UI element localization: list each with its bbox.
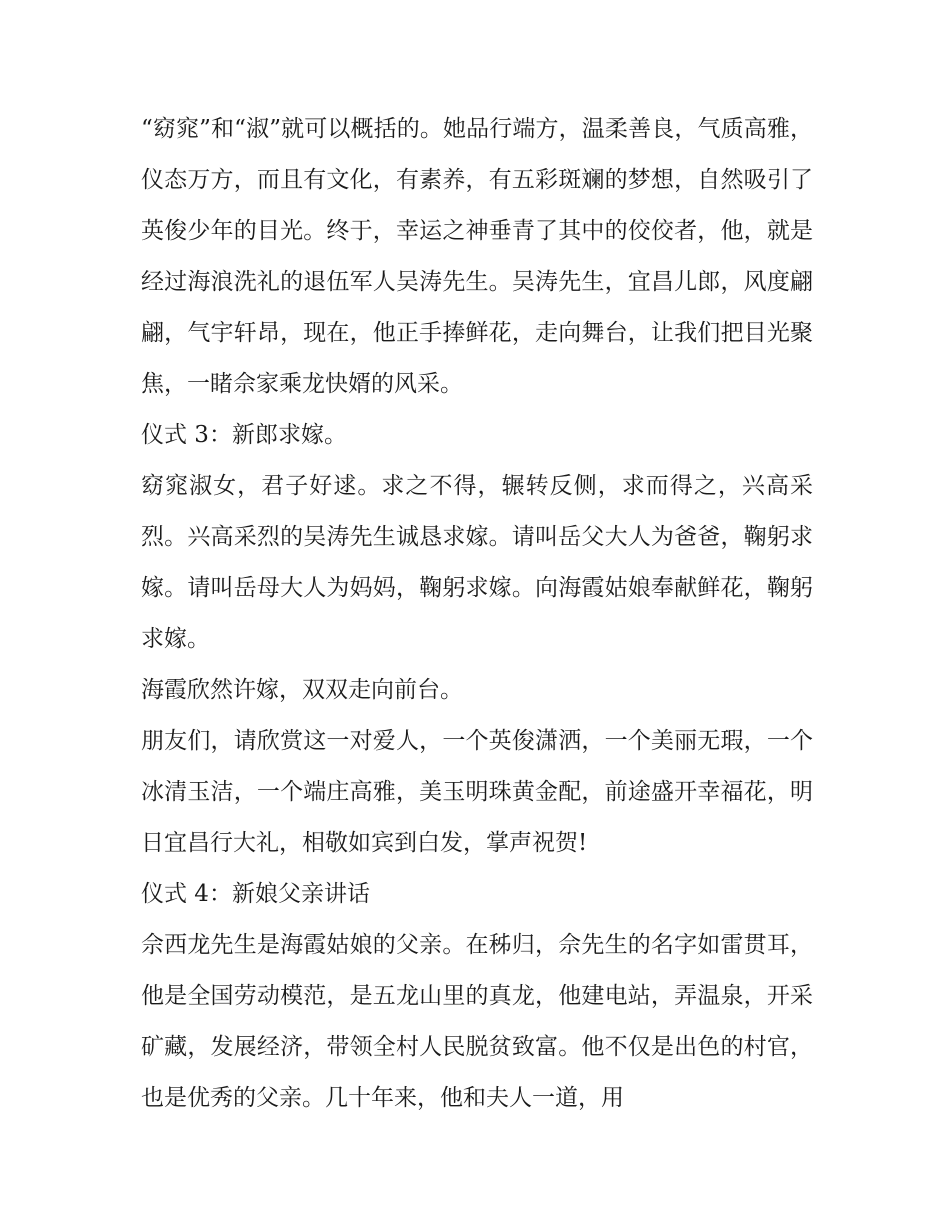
paragraph-father-introduction: 佘西龙先生是海霞姑娘的父亲。在秭归，佘先生的名字如雷贯耳，他是全国劳动模范，是五龙山里的真龙，他建电站，弄温泉，开采矿藏，发展经济，带领全村人民脱贫致富。他不仅是出色的村官，也是优秀的父亲。几十年来，他和夫人一道，用 (141, 932, 813, 1111)
document-body (141, 104, 813, 1124)
heading-ceremony-4: 仪式 4：新娘父亲讲话 (141, 881, 370, 907)
heading-ceremony-3: 仪式 3：新郎求嫁。 (141, 422, 347, 448)
paragraph-bride-description: “窈窕”和“淑”就可以概括的。她品行端方，温柔善良，气质高雅，仪态万方，而且有文化，有素养，有五彩斑斓的梦想，自然吸引了英俊少年的目光。终于，幸运之神垂青了其中的佼佼者，他，就是经过海浪洗礼的退伍军人吴涛先生。吴涛先生，宜昌儿郎，风度翩翩，气宇轩昂，现在，他正手捧鲜花，走向舞台，让我们把目光聚焦，一睹佘家乘龙快婿的风采。 (141, 116, 813, 397)
paragraph-blessing: 朋友们，请欣赏这一对爱人，一个英俊潇洒，一个美丽无瑕，一个冰清玉洁，一个端庄高雅，美玉明珠黄金配，前途盛开幸福花，明日宜昌行大礼，相敬如宾到白发，掌声祝贺! (141, 728, 813, 856)
paragraph-acceptance: 海霞欣然许嫁，双双走向前台。 (141, 677, 463, 703)
paragraph-proposal: 窈窕淑女，君子好逑。求之不得，辗转反侧，求而得之，兴高采烈。兴高采烈的吴涛先生诚恳求嫁。请叫岳父大人为爸爸，鞠躬求嫁。请叫岳母大人为妈妈，鞠躬求嫁。向海霞姑娘奉献鲜花，鞠躬求嫁。 (141, 473, 813, 652)
